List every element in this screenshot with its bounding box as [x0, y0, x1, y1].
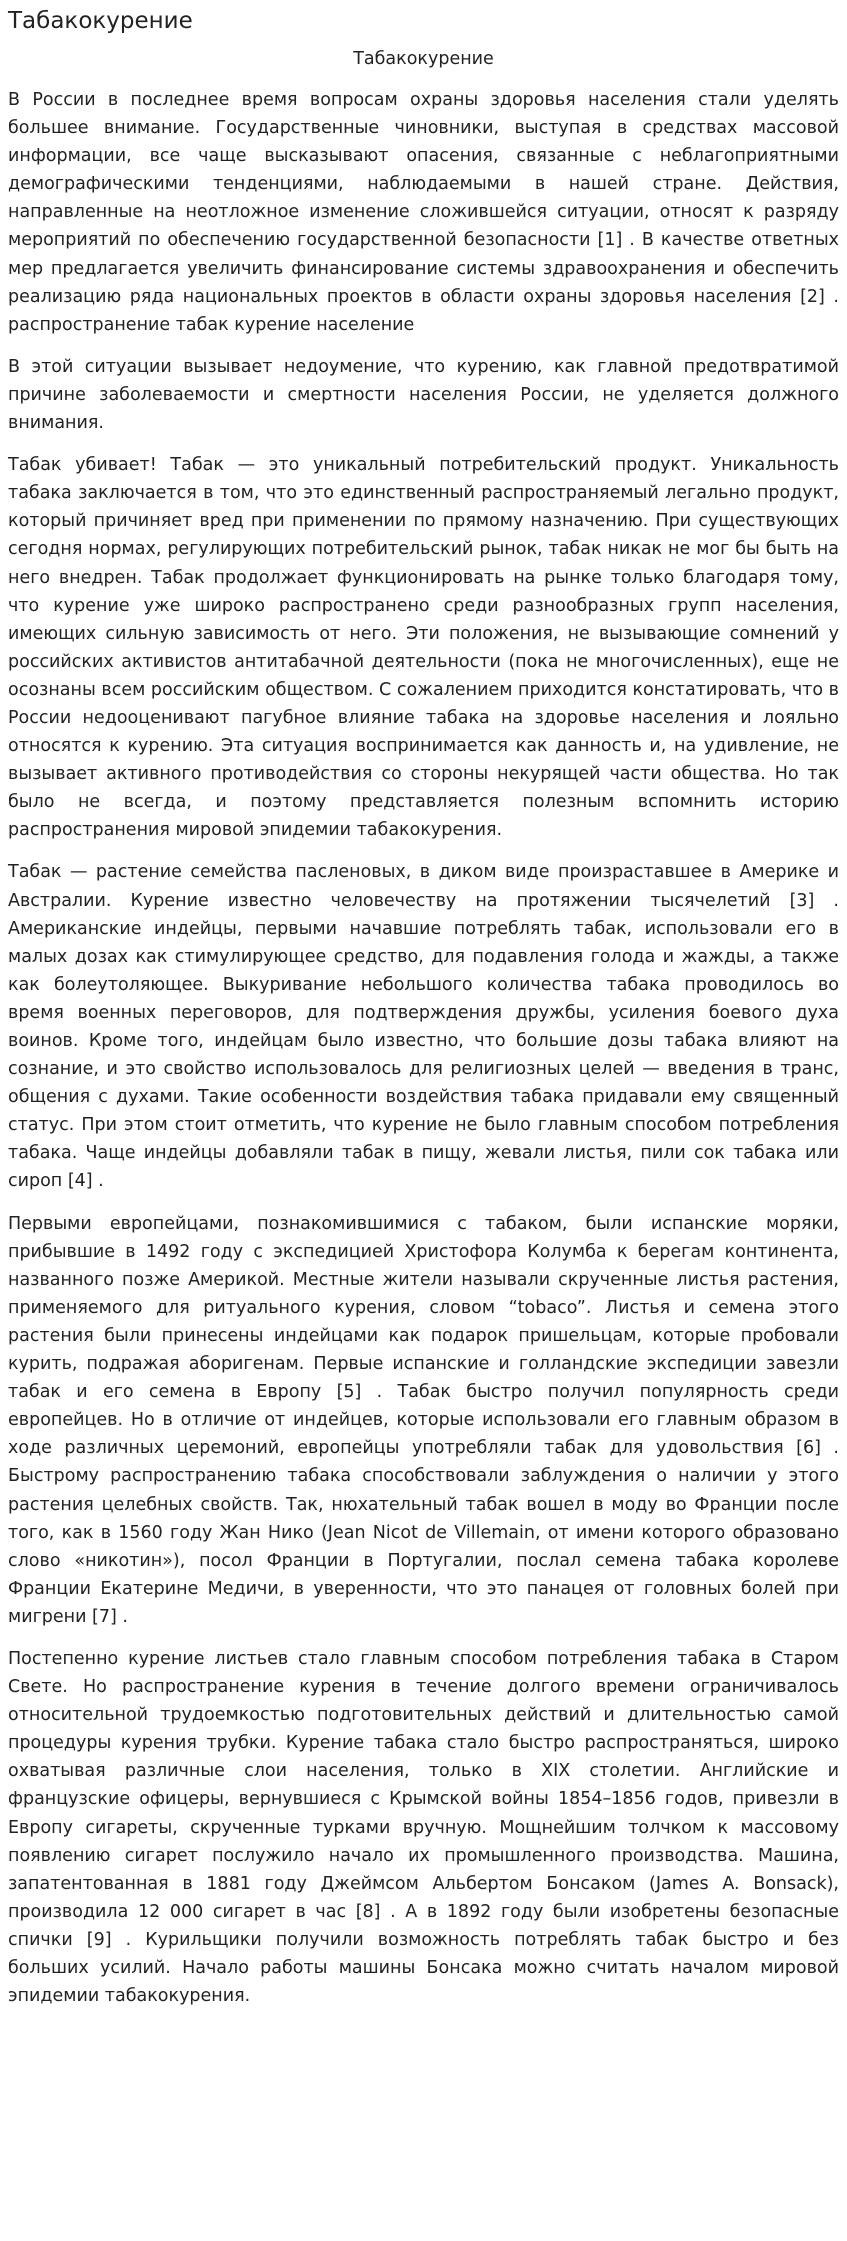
document-subtitle: Табакокурение: [353, 49, 494, 69]
paragraph-2: В этой ситуации вызывает недоумение, что курению, как главной предотвратимой причине заболеваемости и смертности населения России, не уделяется должного внимания.: [8, 356, 839, 434]
paragraph-1: В России в последнее время вопросам охраны здоровья населения стали уделять большее внимание. Государственные чиновники, выступая в средствах массовой информации, все чаще высказывают опасения, связанные с неблагоприятными демографическими тенденциями, наблюдаемыми в нашей стране. Действия, направленные на неотложное изменение сложившейся ситуации, относят к разряду мероприятий по обеспечению государственной безопасности [1] . В качестве ответных мер предлагается увеличить финансирование системы здравоохранения и обеспечить реализацию ряда национальных проектов в области охраны здоровья населения [2] . распространение табак курение население: [8, 90, 839, 335]
page-title: Табакокурение: [8, 8, 193, 34]
paragraph-5: Первыми европейцами, познакомившимися с табаком, были испанские моряки, прибывшие в 1492 году с экспедицией Христофора Колумба к берегам континента, названного позже Америкой. Местные жители называли скрученные листья растения, применяемого для ритуального курения, словом “tobaco”. Листья и семена этого растения были принесены индейцами как подарок пришельцам, которые пробовали курить, подражая аборигенам. Первые испанские и голландские экспедиции завезли табак и его семена в Европу [5] . Табак быстро получил популярность среди европейцев. Но в отличие от индейцев, которые использовали его главным образом в ходе различных церемоний, европейцы употребляли табак для удовольствия [6] . Быстрому распространению табака способствовали заблуждения о наличии у этого растения целебных свойств. Так, нюхательный табак вошел в моду во Франции после того, как в 1560 году Жан Нико (Jean Nicot de Villemain, от имени которого образовано слово «никотин»), посол Франции в Португалии, послал семена табака королеве Франции Екатерине Медичи, в уверенности, что это панацея от головных болей при мигрени [7] .: [8, 1213, 839, 1627]
paragraph-6: Постепенно курение листьев стало главным способом потребления табака в Старом Свете. Но распространение курения в течение долгого времени ограничивалось относительной трудоемкостью подготовительных действий и длительностью самой процедуры курения трубки. Курение табака стало быстро распространяться, широко охватывая различные слои населения, только в XIX столетии. Английские и французские офицеры, вернувшиеся с Крымской войны 1854–1856 годов, привезли в Европу сигареты, скрученные турками вручную. Мощнейшим толчком к массовому появлению сигарет послужило начало их промышленного производства. Машина, запатентованная в 1881 году Джеймсом Альбертом Бонсаком (James A. Bonsack), производила 12 000 сигарет в час [8] . А в 1892 году были изобретены безопасные спички [9] . Курильщики получили возможность потреблять табак быстро и без больших усилий. Начало работы машины Бонсака можно считать началом мировой эпидемии табакокурения.: [8, 1648, 839, 2007]
paragraph-4: Табак — растение семейства пасленовых, в диком виде произраставшее в Америке и Австралии. Курение известно человечеству на протяжении тысячелетий [3] . Американские индейцы, первыми начавшие потреблять табак, использовали его в малых дозах как стимулирующее средство, для подавления голода и жажды, а также как болеутоляющее. Выкуривание небольшого количества табака проводилось во время военных переговоров, для подтверждения дружбы, усиления боевого духа воинов. Кроме того, индейцам было известно, что большие дозы табака влияют на сознание, и это свойство использовалось для религиозных целей — введения в транс, общения с духами. Такие особенности воздействия табака придавали ему священный статус. При этом стоит отметить, что курение не было главным способом потребления табака. Чаще индейцы добавляли табак в пищу, жевали листья, пили сок табака или сироп [4] .: [8, 862, 839, 1192]
paragraph-3: Табак убивает! Табак — это уникальный потребительский продукт. Уникальность табака заключается в том, что это единственный распространяемый легально продукт, который причиняет вред при применении по прямому назначению. При существующих сегодня нормах, регулирующих потребительский рынок, табак никак не мог бы быть на него внедрен. Табак продолжает функционировать на рынке только благодаря тому, что курение уже широко распространено среди разнообразных групп населения, имеющих сильную зависимость от него. Эти положения, не вызывающие сомнений у российских активистов антитабачной деятельности (пока не многочисленных), еще не осознаны всем российским обществом. С сожалением приходится констатировать, что в России недооценивают пагубное влияние табака на здоровье населения и лояльно относятся к курению. Эта ситуация воспринимается как данность и, на удивление, не вызывает активного противодействия со стороны некурящей части общества. Но так было не всегда, и поэтому представляется полезным вспомнить историю распространения мировой эпидемии табакокурения.: [8, 455, 839, 841]
